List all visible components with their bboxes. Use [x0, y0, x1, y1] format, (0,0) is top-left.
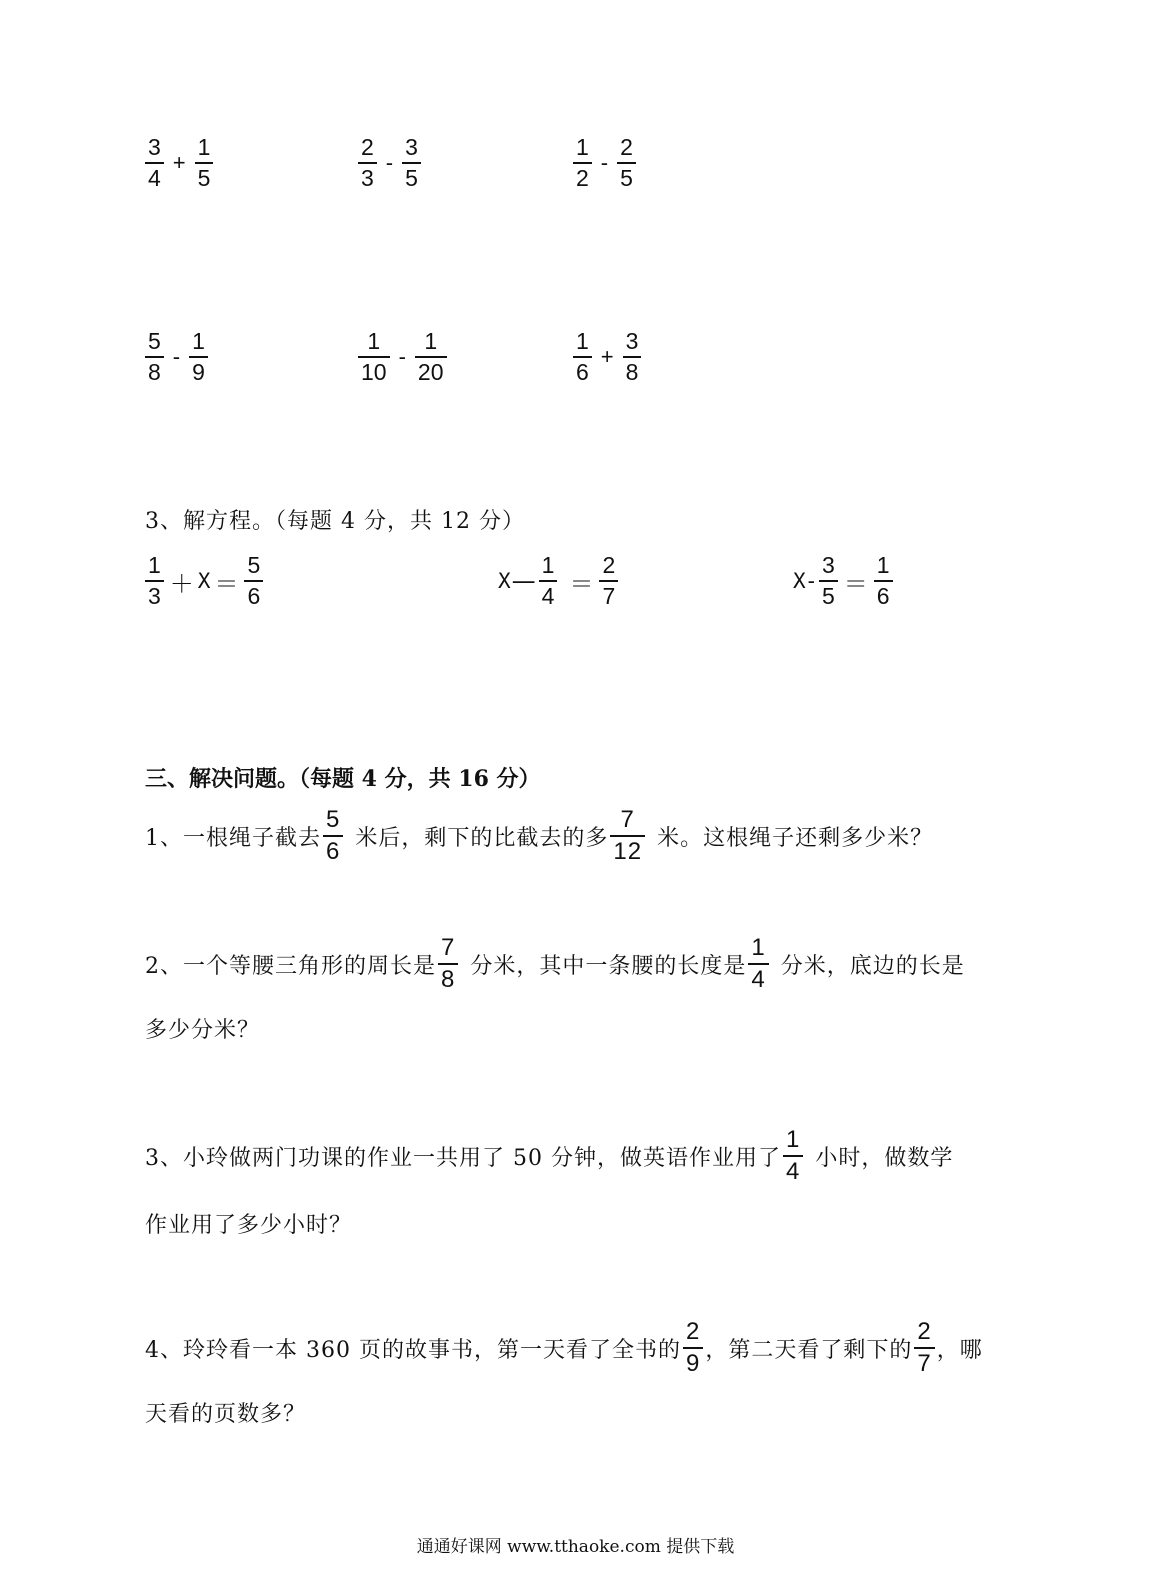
fraction: $\frac{1}{4}$	[539, 554, 558, 608]
plus-sign: ＋	[169, 569, 194, 598]
arith-expression	[356, 330, 449, 384]
variable-x: X	[197, 569, 211, 593]
operator: -	[172, 344, 181, 369]
question-4: 4、玲玲看一本 360 页的故事书，第一天看了全书的 $\frac{2}{9}$ ，第二天看了剩下的 $\frac{2}{7}$ ，哪	[145, 1318, 983, 1377]
question-4-line-2: 天看的页数多？	[145, 1402, 307, 1427]
operator: -	[385, 150, 394, 175]
question-2: 2、一个等腰三角形的周长是 $\frac{7}{8}$ 分米，其中一条腰的长度是 $\frac{1}{4}$ 分米，底边的长是	[145, 934, 965, 993]
fraction: $\frac{3}{4}$	[145, 136, 164, 190]
fraction: $\frac{2}{7}$	[599, 554, 618, 608]
fraction: $\frac{1}{6}$	[874, 554, 893, 608]
fraction: $\frac{1}{4}$	[783, 1128, 803, 1184]
fraction: $\frac{2}{9}$	[683, 1320, 703, 1376]
minus-sign: -	[807, 568, 815, 593]
operator: -	[398, 344, 406, 369]
fraction: $\frac{7}{12}$	[610, 808, 645, 864]
page-footer: 通通好课网 www.tthaoke.com 提供下载	[416, 1537, 735, 1557]
fraction: $\frac{5}{6}$	[244, 554, 263, 608]
question-3: 3、小玲做两门功课的作业一共用了 50 分钟，做英语作业用了 $\frac{1}{4}$ 小时，做数学	[145, 1126, 954, 1185]
arith-expression	[356, 136, 423, 190]
fraction: $\frac{7}{8}$	[438, 936, 458, 992]
section-heading: 三、解决问题。（每题 4 分，共 16 分）	[145, 766, 541, 792]
arith-expression	[143, 136, 215, 190]
equation-1	[143, 554, 265, 608]
fraction: $\frac{5}{6}$	[323, 808, 343, 864]
fraction: $\frac{2}{3}$	[358, 136, 377, 190]
fraction: $\frac{1}{5}$	[195, 136, 214, 190]
question-1: 1、一根绳子截去 $\frac{5}{6}$ 米后，剩下的比截去的多 $\frac{7}{12}$ 米。这根绳子还剩多少米？	[145, 806, 934, 865]
minus-sign: —	[511, 567, 536, 595]
question-3-line-2: 作业用了多少小时？	[145, 1213, 353, 1238]
fraction: $\frac{3}{5}$	[819, 554, 838, 608]
fraction: $\frac{1}{6}$	[573, 330, 592, 384]
equation-3	[793, 554, 895, 608]
question-2-line-2: 多少分米？	[145, 1018, 261, 1043]
fraction: $\frac{5}{8}$	[145, 330, 164, 384]
fraction: $\frac{2}{5}$	[617, 136, 636, 190]
equation-2	[498, 554, 620, 608]
fraction: $\frac{1}{3}$	[145, 554, 164, 608]
equals-sign: ＝	[843, 569, 868, 598]
equals-sign: ＝	[214, 569, 239, 598]
operator: +	[172, 150, 186, 175]
fraction: $\frac{1}{2}$	[573, 136, 592, 190]
arith-expression	[571, 136, 638, 190]
equals-sign: ＝	[569, 569, 594, 598]
fraction: $\frac{2}{7}$	[914, 1320, 934, 1376]
fraction: $\frac{1}{9}$	[189, 330, 208, 384]
arith-expression	[571, 330, 643, 384]
equations-title: 3、解方程。（每题 4 分，共 12 分）	[145, 509, 525, 534]
operator: -	[600, 150, 609, 175]
fraction: $\frac{1}{10}$	[358, 330, 390, 384]
fraction: $\frac{1}{4}$	[748, 936, 768, 992]
variable-x: X	[498, 569, 511, 593]
arith-expression	[143, 330, 210, 384]
fraction: $\frac{3}{8}$	[623, 330, 642, 384]
operator: +	[600, 344, 614, 369]
variable-x: X	[793, 569, 806, 593]
fraction: $\frac{1}{20}$	[415, 330, 447, 384]
fraction: $\frac{3}{5}$	[402, 136, 421, 190]
